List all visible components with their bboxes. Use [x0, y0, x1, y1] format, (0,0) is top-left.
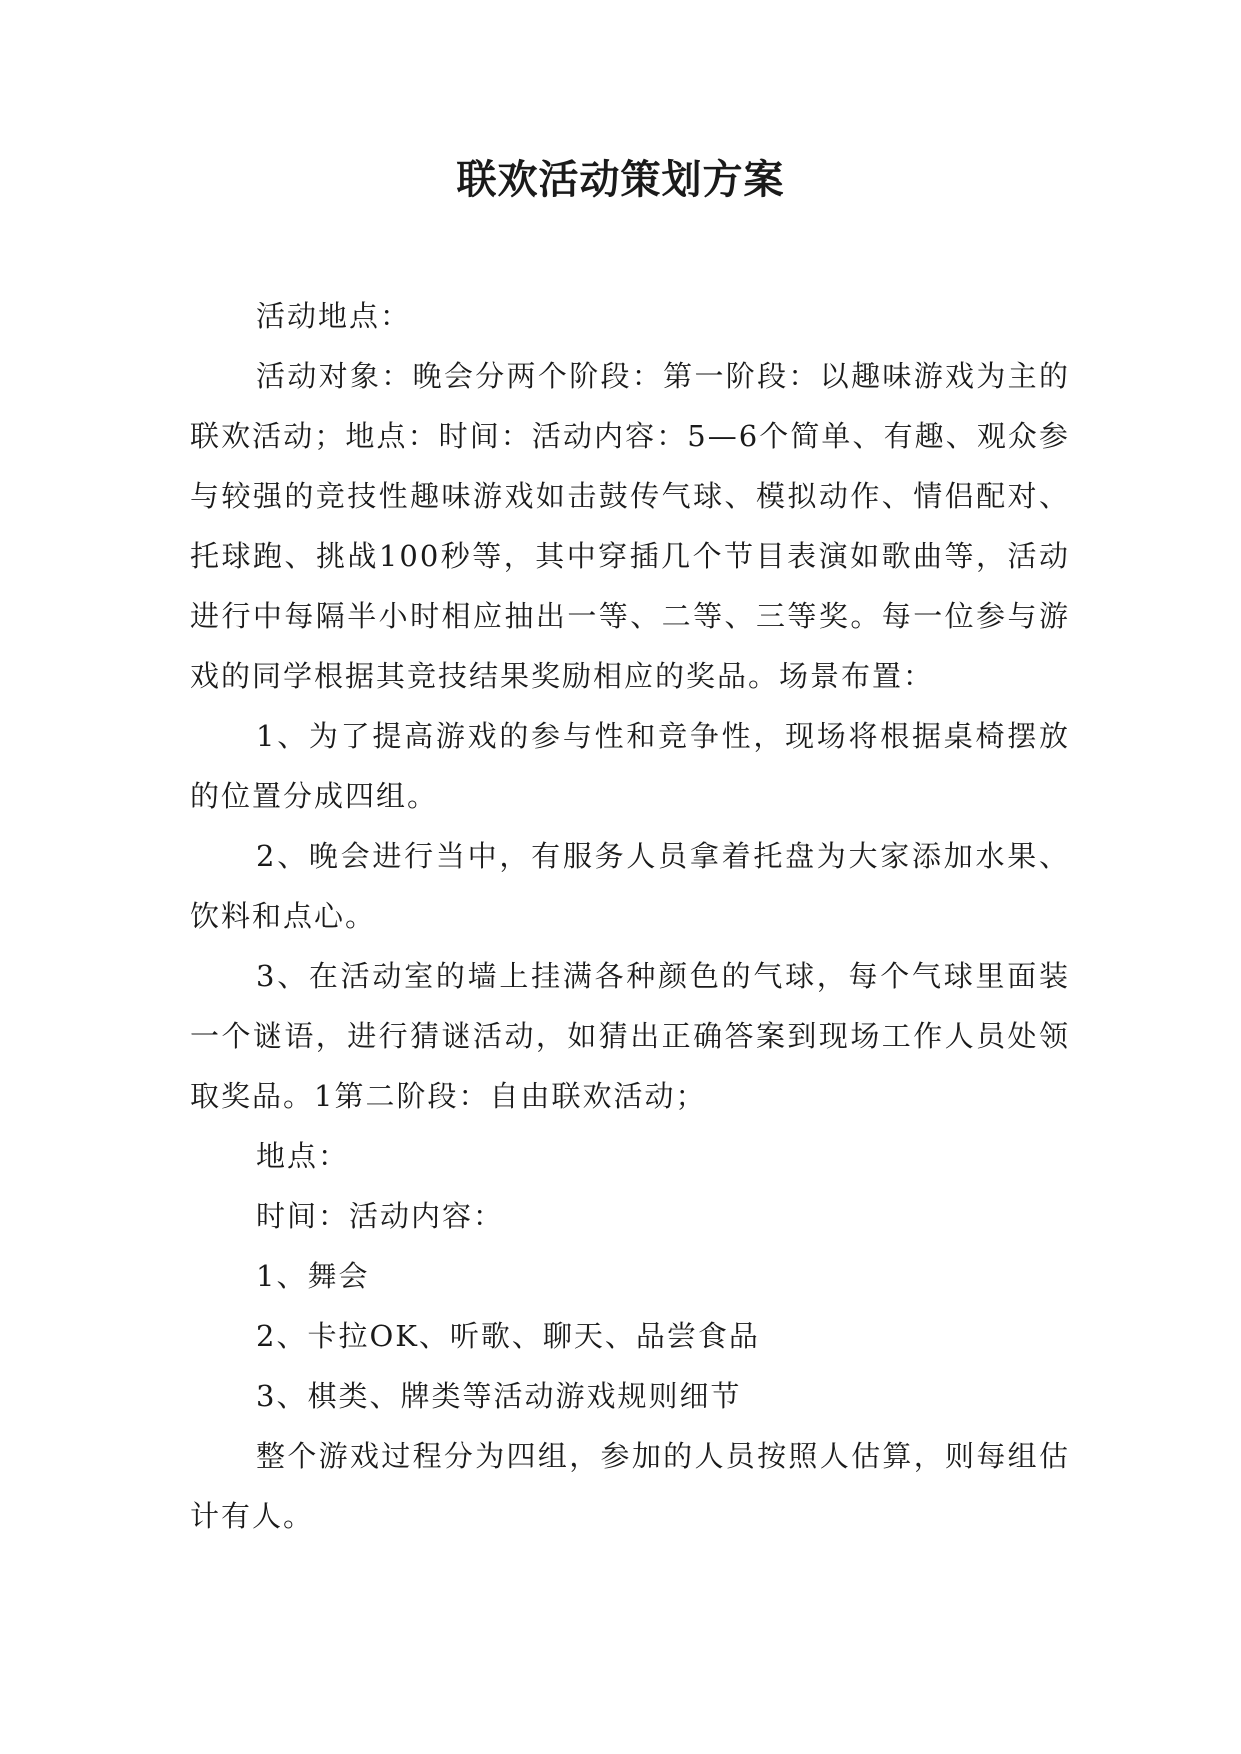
paragraph-game-rules: 整个游戏过程分为四组，参加的人员按照人估算，则每组估计有人。	[190, 1439, 1070, 1533]
paragraph-item-2: 2、晚会进行当中，有服务人员拿着托盘为大家添加水果、饮料和点心。	[190, 839, 1070, 933]
paragraph-stage-two-time: 时间：活动内容：	[256, 1199, 505, 1233]
document-title: 联欢活动策划方案	[456, 157, 785, 203]
paragraph-location: 活动地点：	[256, 299, 412, 333]
paragraph-item-1: 1、为了提高游戏的参与性和竞争性，现场将根据桌椅摆放的位置分成四组。	[190, 719, 1070, 813]
document-body	[190, 286, 1070, 1546]
paragraph-item-3: 3、在活动室的墙上挂满各种颜色的气球，每个气球里面装一个谜语，进行猜谜活动，如猜出正确答案到现场工作人员处领取奖品。1第二阶段：自由联欢活动；	[190, 959, 1070, 1113]
paragraph-activity-2: 2、卡拉OK、听歌、聊天、品尝食品	[256, 1319, 760, 1353]
paragraph-stage-one: 活动对象：晚会分两个阶段：第一阶段：以趣味游戏为主的联欢活动；地点：时间：活动内容：5—6个简单、有趣、观众参与较强的竞技性趣味游戏如击鼓传气球、模拟动作、情侣配对、托球跑、挑战100秒等，其中穿插几个节目表演如歌曲等，活动进行中每隔半小时相应抽出一等、二等、三等奖。每一位参与游戏的同学根据其竞技结果奖励相应的奖品。场景布置：	[190, 359, 1070, 693]
paragraph-activity-3: 3、棋类、牌类等活动游戏规则细节	[256, 1379, 742, 1413]
paragraph-activity-1: 1、舞会	[256, 1259, 370, 1293]
paragraph-stage-two-location: 地点：	[256, 1139, 350, 1173]
